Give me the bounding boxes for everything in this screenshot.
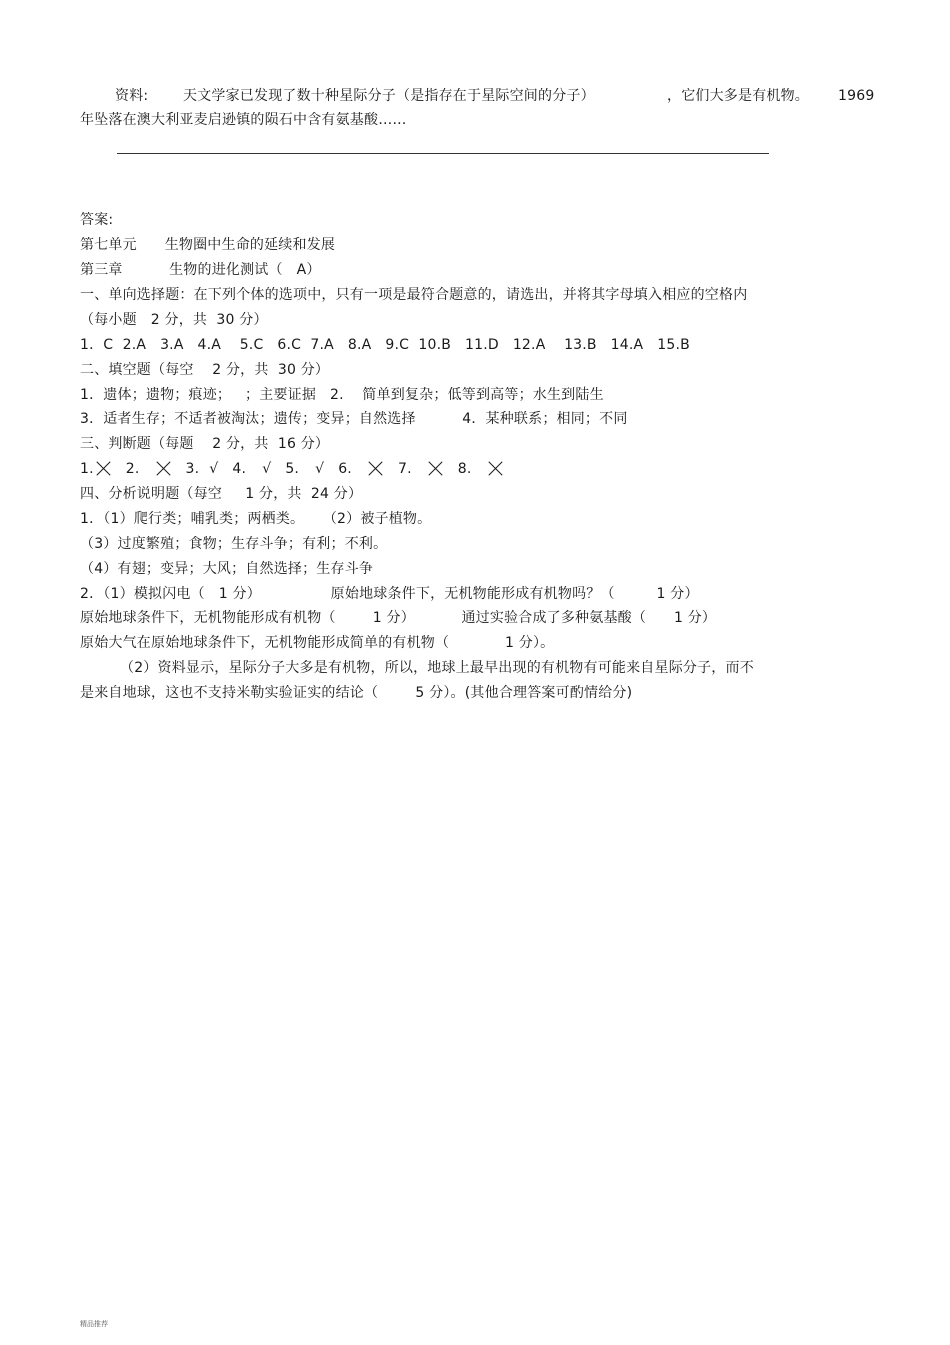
- judge-number: 1.: [80, 461, 94, 477]
- answer-line: [117, 153, 769, 154]
- judge-number: 3.: [185, 461, 200, 477]
- cross-mark-icon: [428, 460, 444, 476]
- section-1-title: 一、单向选择题：在下列个体的选项中，只有一项是最符合题意的，请选出，并将其字母填入相应的空格内: [80, 287, 748, 303]
- section-3-answers: [80, 460, 504, 478]
- cross-mark-icon: [156, 460, 172, 476]
- chapter-title: 第三章 生物的进化测试（ A）: [80, 262, 321, 278]
- footer-note: 精品推荐: [80, 1320, 108, 1328]
- section-4-q2-c: 原始大气在原始地球条件下，无机物能形成简单的有机物（ 1 分）。: [80, 635, 555, 651]
- judge-number: 7.: [397, 461, 412, 477]
- material-text: 天文学家已发现了数十种星际分子（是指存在于星际空间的分子）: [183, 88, 595, 104]
- material-line-2: 年坠落在澳大利亚麦启逊镇的陨石中含有氨基酸……: [80, 112, 407, 128]
- section-4-q1-c: （4）有翅；变异；大风；自然选择；生存斗争: [80, 561, 374, 577]
- section-4-q2-e: 是来自地球，这也不支持米勒实验证实的结论（ 5 分）。(其他合理答案可酌情给分): [80, 685, 633, 701]
- check-mark-icon: √: [315, 461, 325, 477]
- section-2-line-1: 1．遗体；遗物；痕迹； ；主要证据 2. 简单到复杂；低等到高等；水生到陆生: [80, 387, 604, 403]
- section-1-answers: 1．C 2.A 3.A 4.A 5.C 6.C 7.A 8.A 9.C 10.B 11.D 12.A 13.B 14.A 15.B: [80, 337, 690, 353]
- cross-mark-icon: [96, 460, 112, 476]
- cross-mark-icon: [368, 460, 384, 476]
- judge-number: 8.: [457, 461, 472, 477]
- section-4-q1-b: （3）过度繁殖；食物；生存斗争；有利；不利。: [80, 536, 388, 552]
- section-3-title: 三、判断题（每题 2 分，共 16 分）: [80, 436, 330, 452]
- check-mark-icon: √: [262, 461, 272, 477]
- material-text-tail: ，它们大多是有机物。: [667, 88, 809, 104]
- cross-mark-icon: [488, 460, 504, 476]
- judge-number: 5.: [285, 461, 300, 477]
- judge-number: 4.: [232, 461, 247, 477]
- section-2-title: 二、填空题（每空 2 分，共 30 分）: [80, 362, 330, 378]
- section-4-title: 四、分析说明题（每空 1 分，共 24 分）: [80, 486, 363, 502]
- material-label: 资料:: [115, 88, 149, 104]
- section-4-q2-a: 2．（1）模拟闪电（ 1 分） 原始地球条件下，无机物能形成有机物吗？（ 1 分）: [80, 586, 699, 602]
- section-4-q2-b: 原始地球条件下，无机物能形成有机物（ 1 分） 通过实验合成了多种氨基酸（ 1 分）: [80, 610, 717, 626]
- section-2-line-2: 3．适者生存；不适者被淘汰；遗传；变异；自然选择 4．某种联系；相同；不同: [80, 411, 628, 427]
- material-year: 1969: [838, 88, 875, 104]
- judge-number: 2.: [125, 461, 140, 477]
- judge-number: 6.: [338, 461, 352, 477]
- check-mark-icon: √: [209, 461, 219, 477]
- answers-heading: 答案:: [80, 212, 114, 228]
- section-4-q2-d: （2）资料显示，星际分子大多是有机物，所以，地球上最早出现的有机物有可能来自星际分子，而不: [120, 660, 754, 676]
- section-4-q1-a: 1．（1）爬行类；哺乳类；两栖类。 （2）被子植物。: [80, 511, 432, 527]
- section-1-score: （每小题 2 分，共 30 分）: [80, 312, 268, 328]
- unit-title: 第七单元 生物圈中生命的延续和发展: [80, 237, 336, 253]
